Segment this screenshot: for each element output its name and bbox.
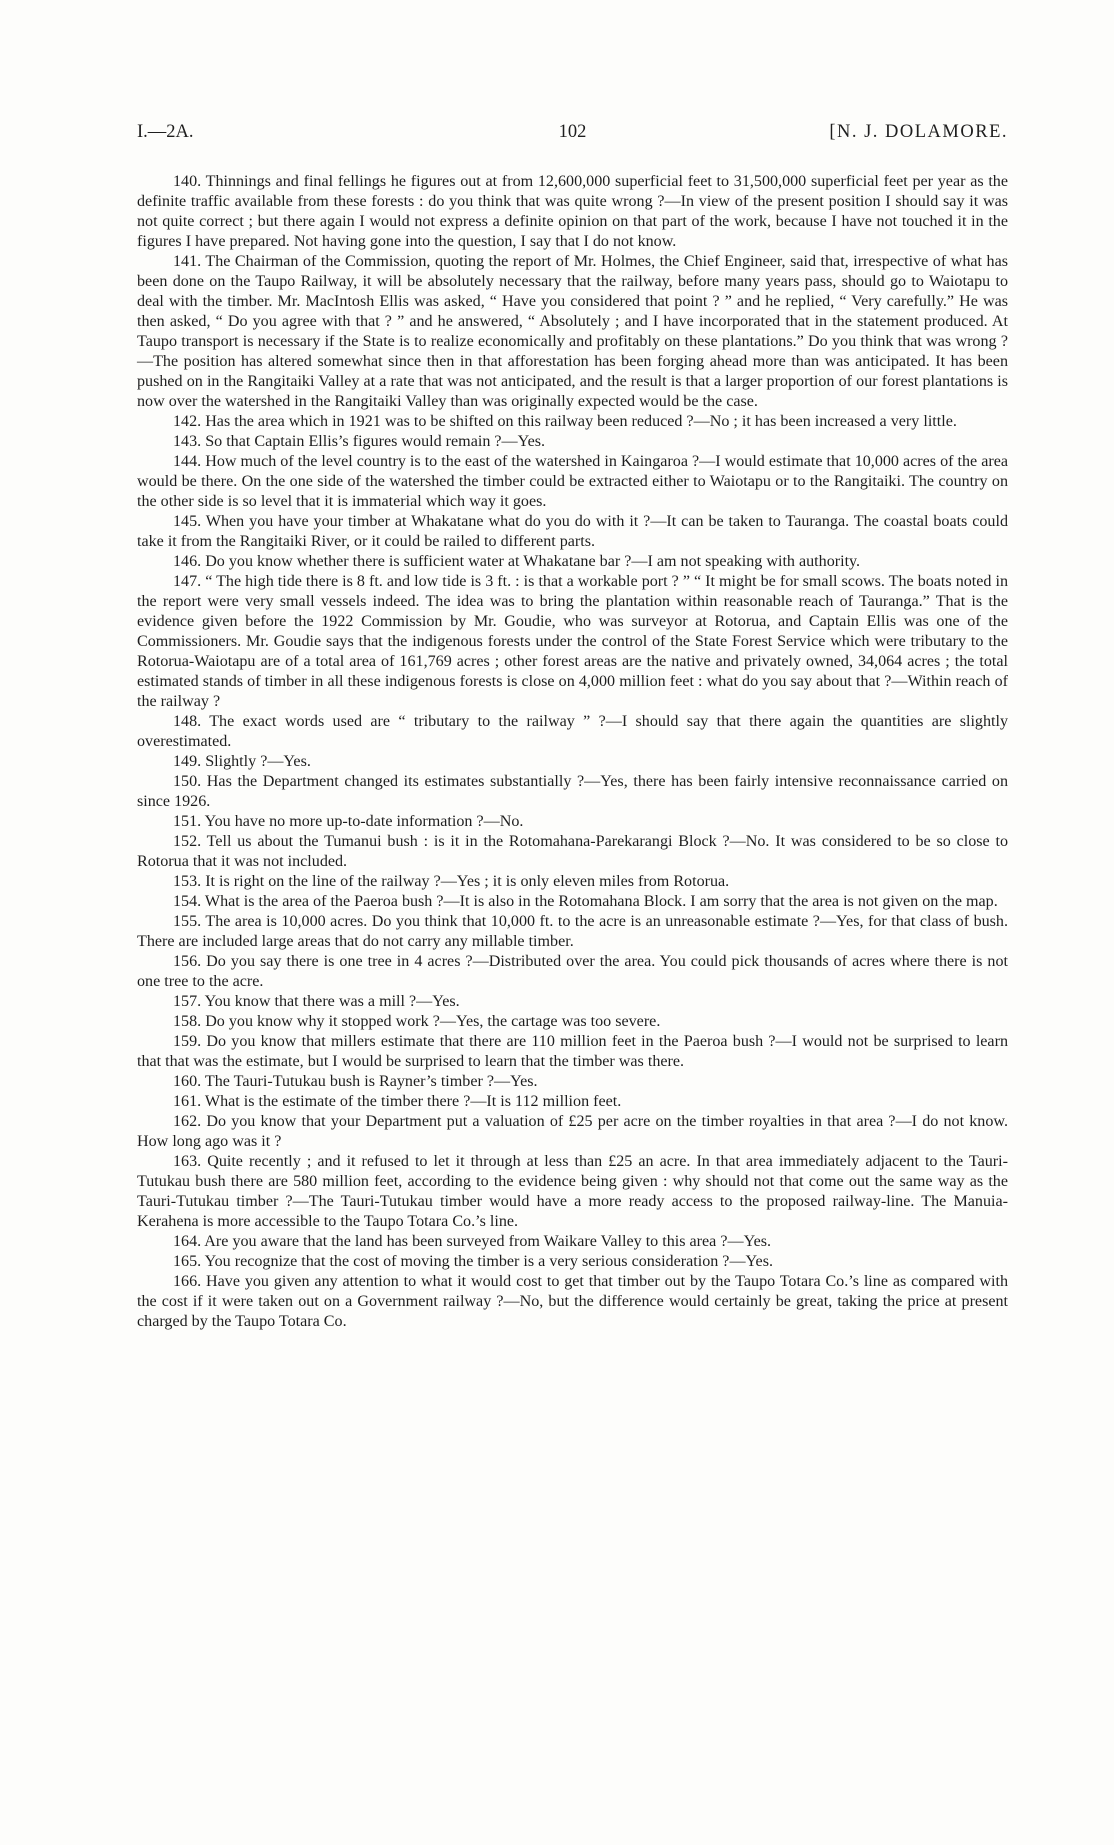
question-paragraph: 141. The Chairman of the Commission, quoting the report of Mr. Holmes, the Chief Engineer, said that, irrespective of what has been done on the Taupo Railway, it will be absolutely necessary that the railway, before many years pass, should go to Waiotapu to deal with the timber. Mr. MacIntosh Ellis was asked, “ Have you considered that point ? ” and he replied, “ Very carefully.” He was then asked, “ Do you agree with that ? ” and he answered, “ Absolutely ; and I have incorporated that in the statement produced. At Taupo transport is necessary if the State is to realize economically and profitably on these plantations.” Do you think that was wrong ?—The position has altered somewhat since then in that afforestation has been forging ahead more than was anticipated. It has been pushed on in the Rangitaiki Valley at a rate that was not anticipated, and the result is that a larger proportion of our forest plantations is now over the watershed in the Rangitaiki Valley than was originally expected would be the case.: [137, 253, 1008, 410]
question-paragraph: 155. The area is 10,000 acres. Do you think that 10,000 ft. to the acre is an unreasonable estimate ?—Yes, for that class of bush. There are included large areas that do not carry any millable timber.: [137, 913, 1008, 950]
question-paragraph: 156. Do you say there is one tree in 4 acres ?—Distributed over the area. You could pick thousands of acres where there is not one tree to the acre.: [137, 953, 1008, 990]
question-paragraph: 163. Quite recently ; and it refused to let it through at less than £25 an acre. In that area immediately adjacent to the Tauri-Tutukau bush there are 580 million feet, according to the evidence being given : why should not that come out the same way as the Tauri-Tutukau timber ?—The Tauri-Tutukau timber would have a more ready access to the proposed railway-line. The Manuia-Kerahena is more accessible to the Taupo Totara Co.’s line.: [137, 1153, 1008, 1230]
question-paragraph: 162. Do you know that your Department put a valuation of £25 per acre on the timber royalties in that area ?—I do not know. How long ago was it ?: [137, 1113, 1008, 1150]
question-paragraph: 149. Slightly ?—Yes.: [173, 753, 311, 770]
question-paragraph: 159. Do you know that millers estimate that there are 110 million feet in the Paeroa bush ?—I would not be surprised to learn that that was the estimate, but I would be surprised to learn that the timber was there.: [137, 1033, 1008, 1070]
question-paragraph: 150. Has the Department changed its estimates substantially ?—Yes, there has been fairly intensive reconnaissance carried on since 1926.: [137, 773, 1008, 810]
page-body: [137, 172, 1008, 1332]
question-paragraph: 158. Do you know why it stopped work ?—Yes, the cartage was too severe.: [173, 1013, 661, 1030]
question-paragraph: 164. Are you aware that the land has been surveyed from Waikare Valley to this area ?—Yes.: [173, 1233, 772, 1250]
question-paragraph: 142. Has the area which in 1921 was to be shifted on this railway been reduced ?—No ; it has been increased a very little.: [173, 413, 957, 430]
page-header: [137, 122, 1008, 148]
question-paragraph: 161. What is the estimate of the timber there ?—It is 112 million feet.: [173, 1093, 622, 1110]
question-paragraph: 145. When you have your timber at Whakatane what do you do with it ?—It can be taken to Tauranga. The coastal boats could take it from the Rangitaiki River, or it could be railed to different parts.: [137, 513, 1008, 550]
question-paragraph: 140. Thinnings and final fellings he figures out at from 12,600,000 superficial feet to 31,500,000 superficial feet per year as the definite traffic available from these forests : do you think that was quite wrong ?—In view of the present position I should say it was not quite correct ; but there again I would not express a definite opinion on that part of the work, because I have not touched it in the figures I have prepared. Not having gone into the question, I say that I do not know.: [137, 173, 1008, 250]
question-paragraph: 143. So that Captain Ellis’s figures would remain ?—Yes.: [173, 433, 546, 450]
question-paragraph: 154. What is the area of the Paeroa bush ?—It is also in the Rotomahana Block. I am sorry that the area is not given on the map.: [173, 893, 998, 910]
question-paragraph: 157. You know that there was a mill ?—Yes.: [173, 993, 460, 1010]
question-paragraph: 144. How much of the level country is to the east of the watershed in Kaingaroa ?—I would estimate that 10,000 acres of the area would be there. On the one side of the watershed the timber could be extracted either to Waiotapu or to the Rangitaiki. The country on the other side is so level that it is immaterial which way it goes.: [137, 453, 1008, 510]
question-paragraph: 151. You have no more up-to-date information ?—No.: [173, 813, 524, 830]
page-number: 102: [558, 122, 587, 142]
question-paragraph: 160. The Tauri-Tutukau bush is Rayner’s timber ?—Yes.: [173, 1073, 538, 1090]
question-paragraph: 148. The exact words used are “ tributary to the railway ” ?—I should say that there again the quantities are slightly overestimated.: [137, 713, 1008, 750]
question-paragraph: 153. It is right on the line of the railway ?—Yes ; it is only eleven miles from Rotorua.: [173, 873, 730, 890]
witness-name: [N. J. DOLAMORE.: [829, 122, 1008, 142]
question-paragraph: 152. Tell us about the Tumanui bush : is it in the Rotomahana-Parekarangi Block ?—No. It was considered to be so close to Rotorua that it was not included.: [137, 833, 1008, 870]
question-paragraph: 165. You recognize that the cost of moving the timber is a very serious consideration ?—Yes.: [173, 1253, 773, 1270]
question-paragraph: 146. Do you know whether there is sufficient water at Whakatane bar ?—I am not speaking with authority.: [173, 553, 861, 570]
question-paragraph: 147. “ The high tide there is 8 ft. and low tide is 3 ft. : is that a workable port ? ” “ It might be for small scows. The boats noted in the report were very small vessels indeed. The idea was to bring the plantation within reasonable reach of Tauranga.” That is the evidence given before the 1922 Commission by Mr. Goudie, who was surveyor at Rotorua, and Captain Ellis was one of the Commissioners. Mr. Goudie says that the indigenous forests under the control of the State Forest Service which were tributary to the Rotorua-Waiotapu are of a total area of 161,769 acres ; other forest areas are the native and privately owned, 34,064 acres ; the total estimated stands of timber in all these indigenous forests is close on 4,000 million feet : what do you say about that ?—Within reach of the railway ?: [137, 573, 1008, 710]
question-paragraph: 166. Have you given any attention to what it would cost to get that timber out by the Taupo Totara Co.’s line as compared with the cost if it were taken out on a Government railway ?—No, but the difference would certainly be great, taking the price at present charged by the Taupo Totara Co.: [137, 1273, 1008, 1330]
document-reference: I.—2A.: [137, 122, 194, 142]
